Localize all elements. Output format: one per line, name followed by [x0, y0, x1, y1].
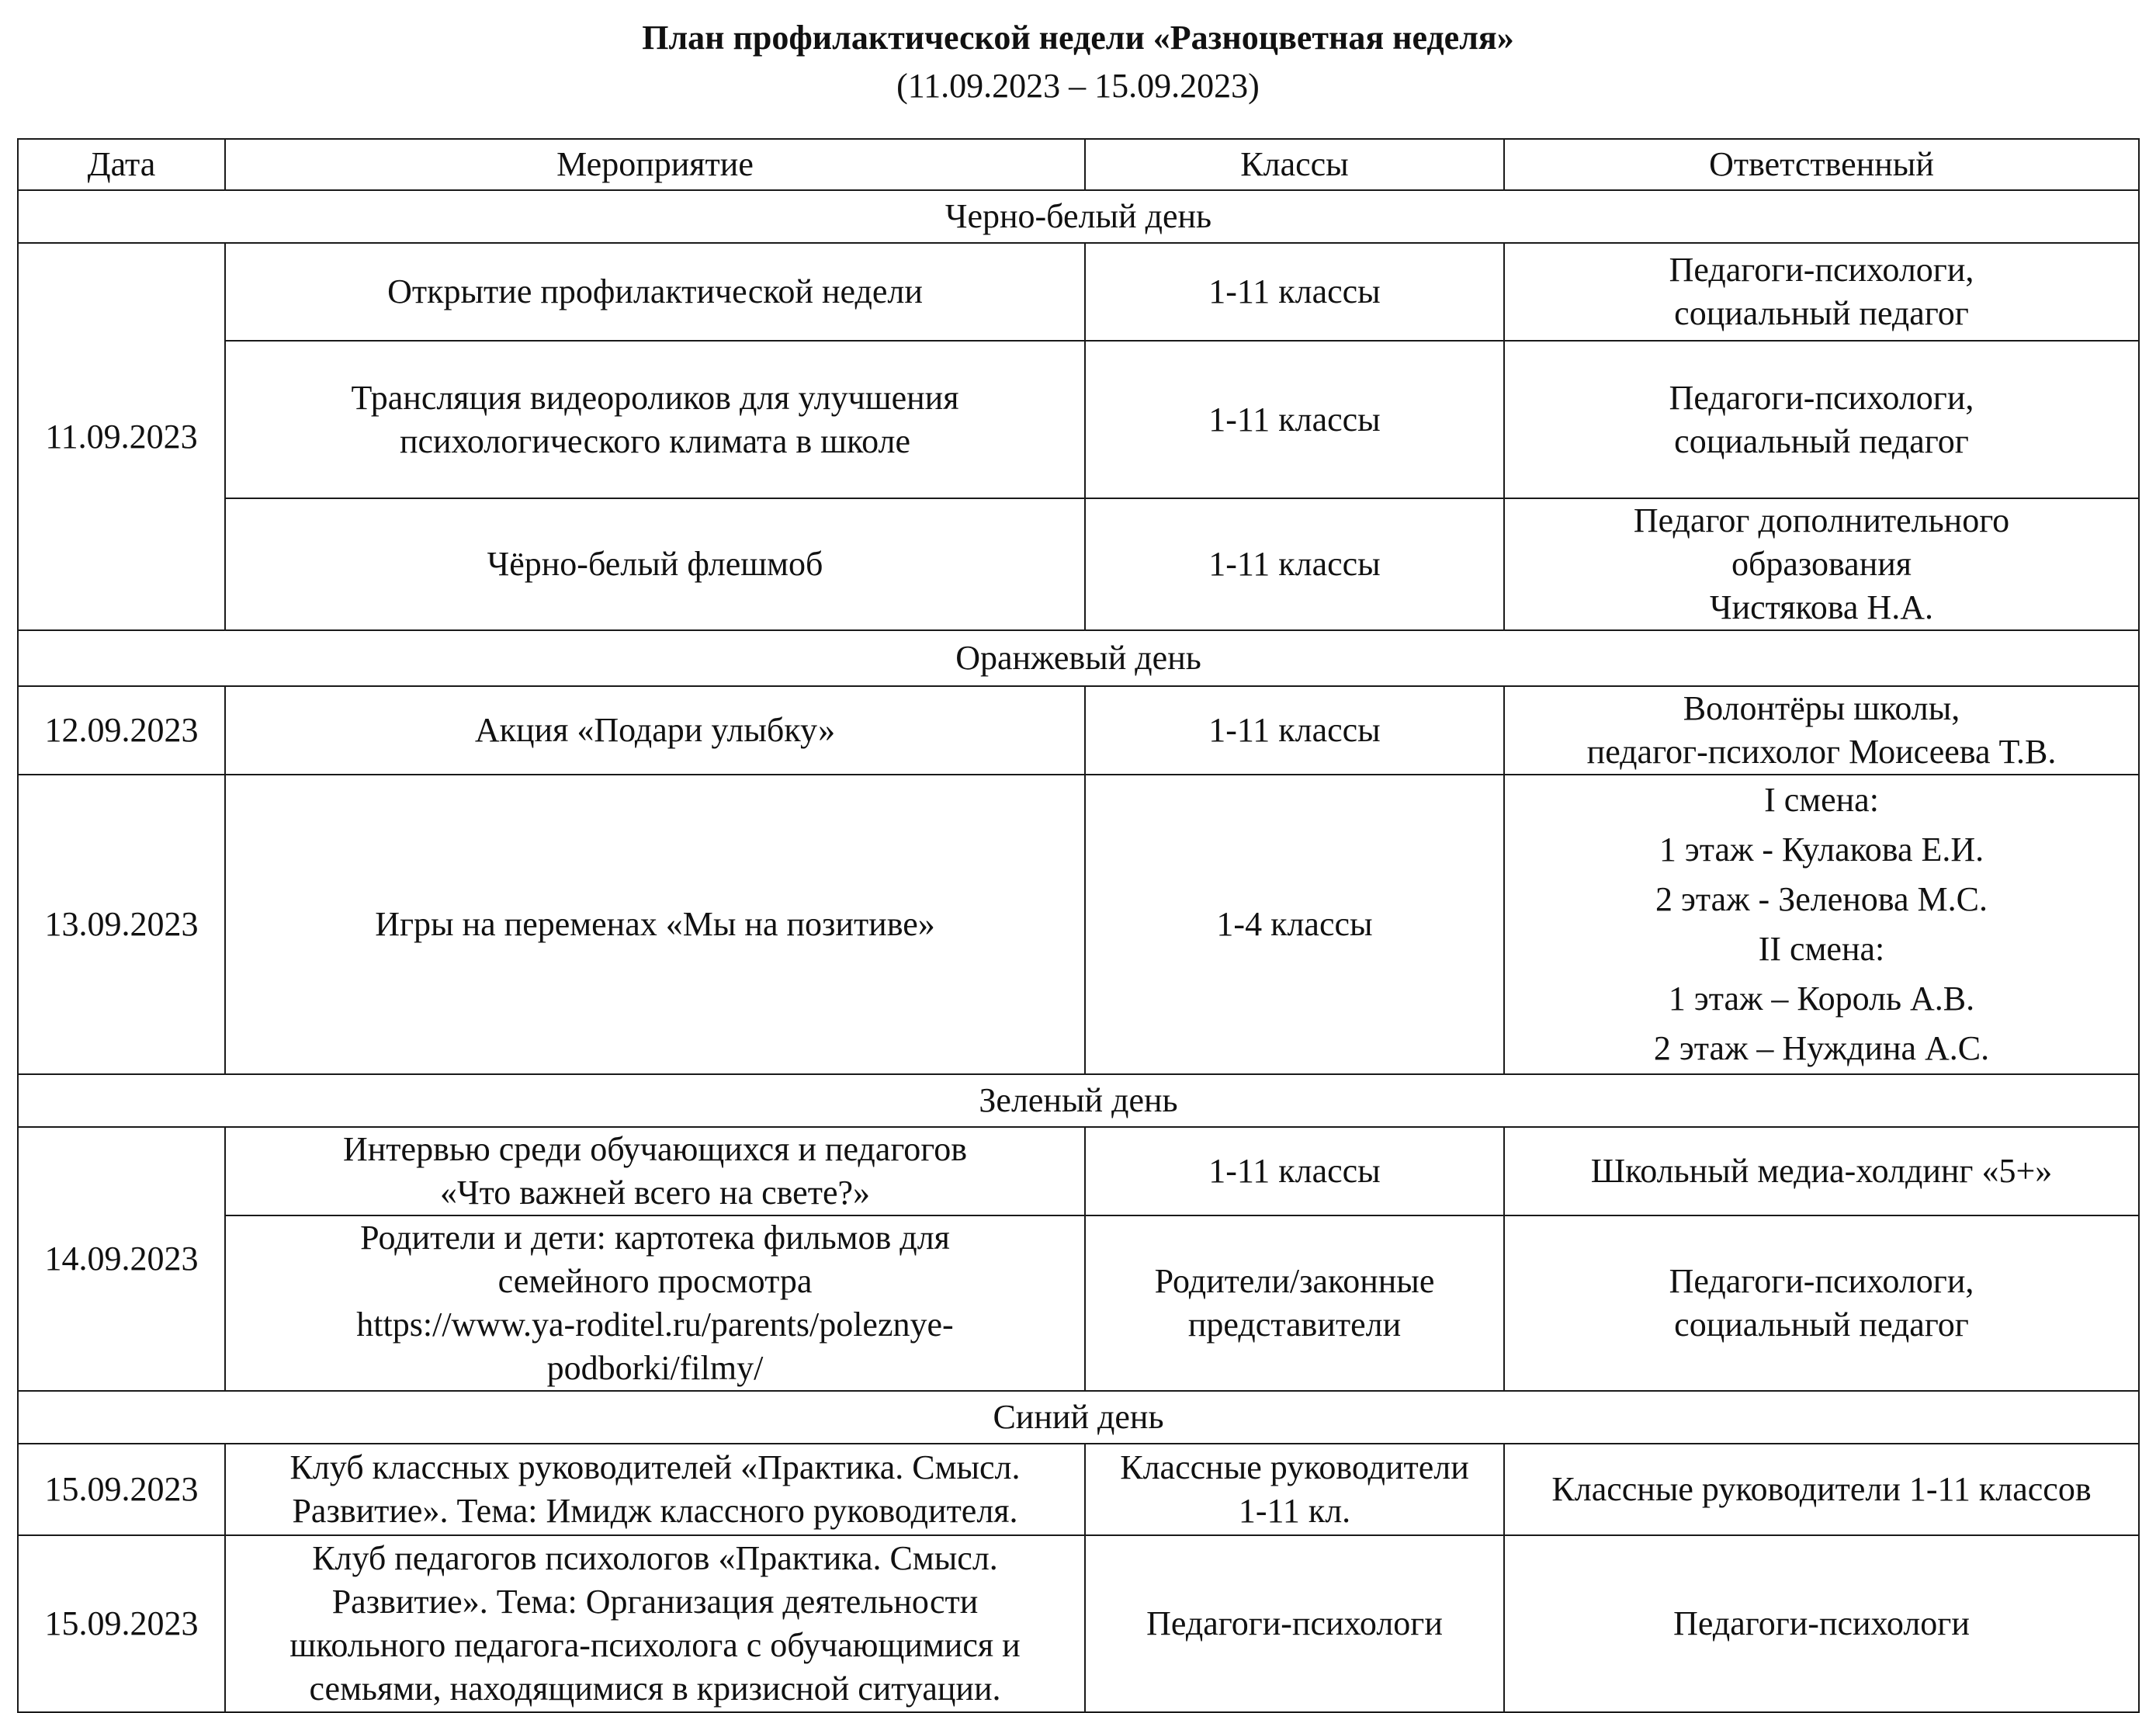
day-title: Оранжевый день	[18, 630, 2139, 686]
date-cell: 13.09.2023	[18, 775, 225, 1074]
table-row	[18, 1535, 2139, 1712]
responsible-cell: Классные руководители 1-11 классов	[1504, 1444, 2139, 1535]
classes-cell: 1-11 классы	[1085, 341, 1504, 498]
event-cell: Трансляция видеороликов для улучшения психологического климата в школе	[225, 341, 1085, 498]
header-classes: Классы	[1085, 139, 1504, 190]
event-cell: Игры на переменах «Мы на позитиве»	[225, 775, 1085, 1074]
table-row	[18, 775, 2139, 1074]
date-cell: 14.09.2023	[18, 1127, 225, 1391]
table-row	[18, 243, 2139, 341]
classes-cell: Педагоги-психологи	[1085, 1535, 1504, 1712]
classes-cell: 1-11 классы	[1085, 243, 1504, 341]
classes-cell: 1-11 классы	[1085, 1127, 1504, 1215]
event-cell: Чёрно-белый флешмоб	[225, 498, 1085, 630]
day-title: Зеленый день	[18, 1074, 2139, 1127]
day-title: Синий день	[18, 1391, 2139, 1444]
event-cell: Родители и дети: картотека фильмов для семейного просмотра https://www.ya-roditel.ru/parents/poleznye- podborki/filmy/	[225, 1215, 1085, 1391]
classes-cell: 1-4 классы	[1085, 775, 1504, 1074]
responsible-cell: Педагоги-психологи, социальный педагог	[1504, 341, 2139, 498]
event-cell: Интервью среди обучающихся и педагогов «Что важней всего на свете?»	[225, 1127, 1085, 1215]
responsible-cell: Педагог дополнительного образования Чистякова Н.А.	[1504, 498, 2139, 630]
classes-cell: Родители/законные представители	[1085, 1215, 1504, 1391]
event-cell: Клуб классных руководителей «Практика. Смысл. Развитие». Тема: Имидж классного руководителя.	[225, 1444, 1085, 1535]
date-cell: 15.09.2023	[18, 1535, 225, 1712]
day-row	[18, 1391, 2139, 1444]
table-row	[18, 686, 2139, 775]
table-row	[18, 1444, 2139, 1535]
responsible-cell: Педагоги-психологи, социальный педагог	[1504, 1215, 2139, 1391]
responsible-cell: Школьный медиа-холдинг «5+»	[1504, 1127, 2139, 1215]
plan-table	[17, 138, 2140, 1713]
header-responsible: Ответственный	[1504, 139, 2139, 190]
table-row	[18, 1127, 2139, 1215]
date-cell: 12.09.2023	[18, 686, 225, 775]
header-row	[18, 139, 2139, 190]
event-cell: Клуб педагогов психологов «Практика. Смысл. Развитие». Тема: Организация деятельности школьного педагога-психолога с обучающимися и семьями, находящимися в кризисной ситуации.	[225, 1535, 1085, 1712]
table-row	[18, 498, 2139, 630]
document-heading	[0, 14, 2156, 110]
event-cell: Акция «Подари улыбку»	[225, 686, 1085, 775]
date-cell: 15.09.2023	[18, 1444, 225, 1535]
classes-cell: Классные руководители 1-11 кл.	[1085, 1444, 1504, 1535]
responsible-cell: I смена: 1 этаж - Кулакова Е.И. 2 этаж - Зеленова М.С. II смена: 1 этаж – Король А.В. 2 этаж – Нуждина А.С.	[1504, 775, 2139, 1074]
header-date: Дата	[18, 139, 225, 190]
document-subtitle: (11.09.2023 – 15.09.2023)	[896, 67, 1260, 105]
responsible-cell: Педагоги-психологи	[1504, 1535, 2139, 1712]
header-event: Мероприятие	[225, 139, 1085, 190]
responsible-cell: Волонтёры школы, педагог-психолог Моисеева Т.В.	[1504, 686, 2139, 775]
classes-cell: 1-11 классы	[1085, 498, 1504, 630]
day-row	[18, 1074, 2139, 1127]
table-row	[18, 1215, 2139, 1391]
day-row	[18, 190, 2139, 243]
day-title: Черно-белый день	[18, 190, 2139, 243]
day-row	[18, 630, 2139, 686]
document-title: План профилактической недели «Разноцветная неделя»	[642, 19, 1514, 57]
responsible-cell: Педагоги-психологи, социальный педагог	[1504, 243, 2139, 341]
classes-cell: 1-11 классы	[1085, 686, 1504, 775]
table-row	[18, 341, 2139, 498]
event-cell: Открытие профилактической недели	[225, 243, 1085, 341]
date-cell: 11.09.2023	[18, 243, 225, 630]
